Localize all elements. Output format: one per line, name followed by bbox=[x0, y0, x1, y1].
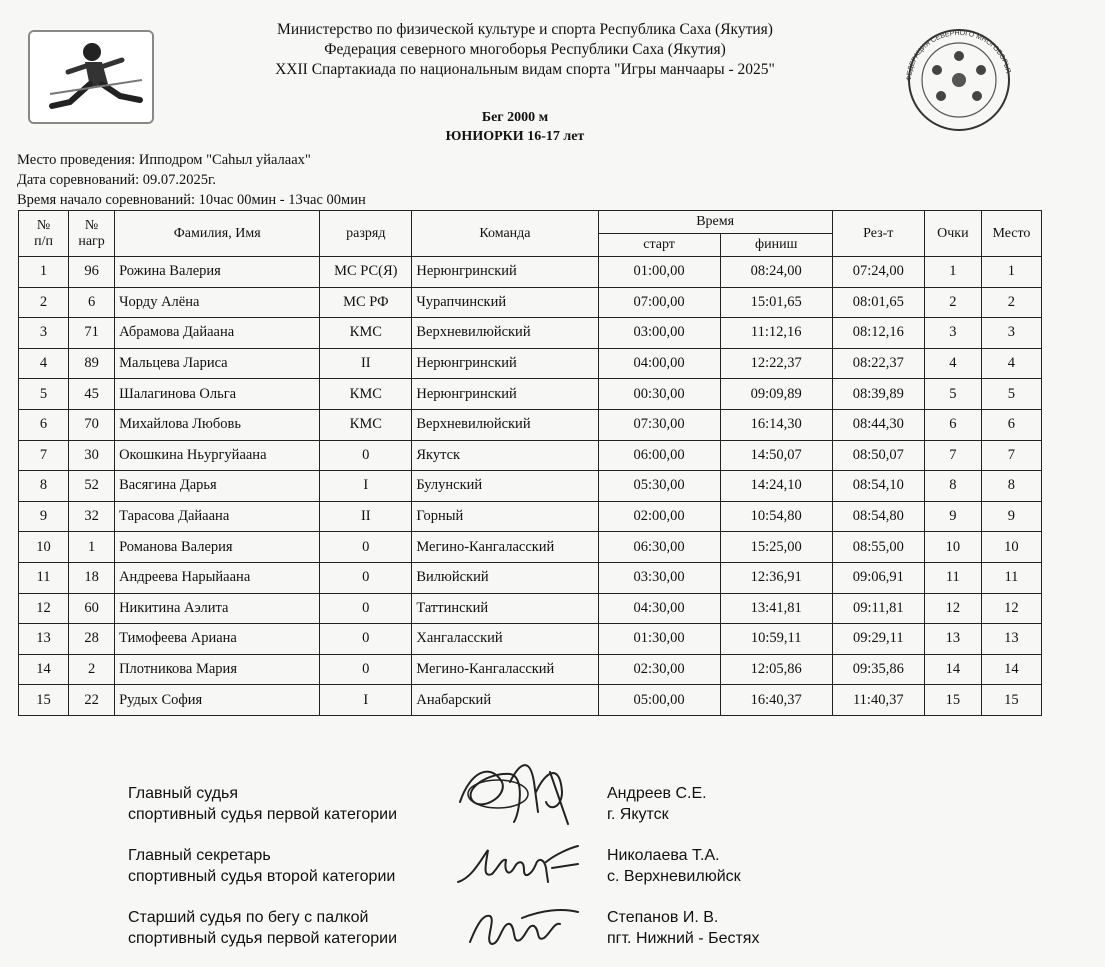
row-result: 09:29,11 bbox=[832, 624, 924, 655]
row-result: 11:40,37 bbox=[832, 685, 924, 716]
svg-text:ФЕДЕРАЦИЯ СЕВЕРНОГО МНОГОБОРЬЯ bbox=[893, 26, 1012, 81]
event-title bbox=[360, 108, 670, 146]
row-rank: 0 bbox=[320, 624, 412, 655]
table-row bbox=[19, 501, 1042, 532]
row-place: 3 bbox=[981, 318, 1041, 349]
signature-chief-judge bbox=[450, 752, 580, 830]
row-team: Хангаласский bbox=[412, 624, 598, 655]
row-place: 13 bbox=[981, 624, 1041, 655]
row-place: 4 bbox=[981, 348, 1041, 379]
row-finish: 14:24,10 bbox=[720, 471, 832, 502]
official-3-name bbox=[607, 907, 759, 949]
venue-text: Место проведения: Ипподром "Саһыл уйалаах" bbox=[17, 152, 311, 168]
row-result: 09:35,86 bbox=[832, 654, 924, 685]
col-finish: финиш bbox=[720, 234, 832, 257]
row-result: 09:11,81 bbox=[832, 593, 924, 624]
row-team: Якутск bbox=[412, 440, 598, 471]
row-team: Таттинский bbox=[412, 593, 598, 624]
row-place: 5 bbox=[981, 379, 1041, 410]
row-team: Нерюнгринский bbox=[412, 379, 598, 410]
row-start: 06:30,00 bbox=[598, 532, 720, 563]
row-name: Рудых София bbox=[115, 685, 320, 716]
row-result: 08:55,00 bbox=[832, 532, 924, 563]
col-rank: разряд bbox=[320, 211, 412, 257]
row-points: 8 bbox=[924, 471, 981, 502]
table-row bbox=[19, 532, 1042, 563]
official-category: спортивный судья первой категории bbox=[128, 806, 398, 823]
official-2 bbox=[128, 845, 395, 887]
athlete-logo bbox=[28, 30, 154, 124]
row-number: 14 bbox=[19, 654, 69, 685]
row-team: Горный bbox=[412, 501, 598, 532]
table-row bbox=[19, 685, 1042, 716]
official-city: с. Верхневилюйск bbox=[607, 868, 741, 885]
federation-seal bbox=[893, 26, 1025, 132]
row-finish: 12:36,91 bbox=[720, 562, 832, 593]
row-number: 1 bbox=[19, 257, 69, 288]
row-result: 08:39,89 bbox=[832, 379, 924, 410]
row-place: 7 bbox=[981, 440, 1041, 471]
row-result: 08:01,65 bbox=[832, 287, 924, 318]
row-start: 04:30,00 bbox=[598, 593, 720, 624]
row-finish: 08:24,00 bbox=[720, 257, 832, 288]
row-rank: II bbox=[320, 348, 412, 379]
col-name: Фамилия, Имя bbox=[115, 211, 320, 257]
row-bib: 30 bbox=[69, 440, 115, 471]
table-row bbox=[19, 318, 1042, 349]
official-category: спортивный судья первой категории bbox=[128, 930, 398, 947]
row-finish: 12:22,37 bbox=[720, 348, 832, 379]
row-points: 9 bbox=[924, 501, 981, 532]
row-start: 04:00,00 bbox=[598, 348, 720, 379]
row-team: Вилюйский bbox=[412, 562, 598, 593]
row-name: Романова Валерия bbox=[115, 532, 320, 563]
table-row bbox=[19, 471, 1042, 502]
row-name: Шалагинова Ольга bbox=[115, 379, 320, 410]
col-points: Очки bbox=[924, 211, 981, 257]
row-result: 09:06,91 bbox=[832, 562, 924, 593]
row-place: 2 bbox=[981, 287, 1041, 318]
row-name: Андреева Нарыйаана bbox=[115, 562, 320, 593]
row-team: Мегино-Кангаласский bbox=[412, 532, 598, 563]
competition-info bbox=[17, 150, 366, 210]
col-bib: № нагр bbox=[69, 211, 115, 257]
table-row bbox=[19, 562, 1042, 593]
official-role: Главный судья bbox=[128, 785, 239, 802]
row-start: 02:00,00 bbox=[598, 501, 720, 532]
row-points: 4 bbox=[924, 348, 981, 379]
table-row bbox=[19, 287, 1042, 318]
row-bib: 32 bbox=[69, 501, 115, 532]
row-start: 00:30,00 bbox=[598, 379, 720, 410]
col-team: Команда bbox=[412, 211, 598, 257]
row-name: Абрамова Дайаана bbox=[115, 318, 320, 349]
row-number: 4 bbox=[19, 348, 69, 379]
row-points: 1 bbox=[924, 257, 981, 288]
ministry-line: Министерство по физической культуре и спорта Республика Саха (Якутия) bbox=[277, 21, 773, 38]
results-table bbox=[18, 210, 1042, 716]
row-rank: 0 bbox=[320, 654, 412, 685]
row-bib: 2 bbox=[69, 654, 115, 685]
row-finish: 12:05,86 bbox=[720, 654, 832, 685]
row-start: 05:00,00 bbox=[598, 685, 720, 716]
row-result: 07:24,00 bbox=[832, 257, 924, 288]
row-result: 08:22,37 bbox=[832, 348, 924, 379]
col-place: Место bbox=[981, 211, 1041, 257]
row-place: 9 bbox=[981, 501, 1041, 532]
row-points: 10 bbox=[924, 532, 981, 563]
row-finish: 14:50,07 bbox=[720, 440, 832, 471]
official-1 bbox=[128, 783, 397, 825]
row-team: Чурапчинский bbox=[412, 287, 598, 318]
official-2-name bbox=[607, 845, 741, 887]
row-place: 12 bbox=[981, 593, 1041, 624]
time-text: Время начало соревнований: 10час 00мин - 13час 00мин bbox=[17, 192, 366, 208]
official-role: Старший судья по бегу с палкой bbox=[128, 909, 369, 926]
row-number: 8 bbox=[19, 471, 69, 502]
row-number: 15 bbox=[19, 685, 69, 716]
row-finish: 10:59,11 bbox=[720, 624, 832, 655]
document-header bbox=[170, 20, 880, 80]
official-3 bbox=[128, 907, 397, 949]
event-name: Бег 2000 м bbox=[481, 110, 549, 125]
row-start: 01:00,00 bbox=[598, 257, 720, 288]
row-start: 01:30,00 bbox=[598, 624, 720, 655]
row-result: 08:50,07 bbox=[832, 440, 924, 471]
row-name: Васягина Дарья bbox=[115, 471, 320, 502]
row-points: 3 bbox=[924, 318, 981, 349]
official-category: спортивный судья второй категории bbox=[128, 868, 396, 885]
row-bib: 28 bbox=[69, 624, 115, 655]
row-place: 14 bbox=[981, 654, 1041, 685]
official-name: Андреев С.Е. bbox=[607, 785, 707, 802]
row-team: Мегино-Кангаласский bbox=[412, 654, 598, 685]
row-name: Мальцева Лариса bbox=[115, 348, 320, 379]
row-start: 03:30,00 bbox=[598, 562, 720, 593]
row-points: 5 bbox=[924, 379, 981, 410]
table-row bbox=[19, 654, 1042, 685]
official-city: г. Якутск bbox=[607, 806, 669, 823]
row-place: 1 bbox=[981, 257, 1041, 288]
row-rank: I bbox=[320, 471, 412, 502]
row-points: 13 bbox=[924, 624, 981, 655]
row-bib: 6 bbox=[69, 287, 115, 318]
row-rank: МС РФ bbox=[320, 287, 412, 318]
row-finish: 13:41,81 bbox=[720, 593, 832, 624]
row-finish: 10:54,80 bbox=[720, 501, 832, 532]
row-number: 12 bbox=[19, 593, 69, 624]
official-role: Главный секретарь bbox=[128, 847, 271, 864]
row-bib: 1 bbox=[69, 532, 115, 563]
row-place: 11 bbox=[981, 562, 1041, 593]
row-finish: 15:01,65 bbox=[720, 287, 832, 318]
row-bib: 22 bbox=[69, 685, 115, 716]
row-rank: 0 bbox=[320, 440, 412, 471]
table-row bbox=[19, 593, 1042, 624]
age-group: ЮНИОРКИ 16-17 лет bbox=[445, 129, 585, 144]
table-row bbox=[19, 624, 1042, 655]
row-rank: 0 bbox=[320, 593, 412, 624]
row-start: 05:30,00 bbox=[598, 471, 720, 502]
row-result: 08:54,80 bbox=[832, 501, 924, 532]
col-time: Время bbox=[598, 211, 832, 234]
row-bib: 45 bbox=[69, 379, 115, 410]
row-start: 02:30,00 bbox=[598, 654, 720, 685]
row-points: 6 bbox=[924, 409, 981, 440]
row-team: Нерюнгринский bbox=[412, 257, 598, 288]
seal-text: ФЕДЕРАЦИЯ СЕВЕРНОГО МНОГОБОРЬЯ · bbox=[905, 29, 1012, 82]
row-place: 6 bbox=[981, 409, 1041, 440]
row-result: 08:12,16 bbox=[832, 318, 924, 349]
row-name: Окошкина Ньургуйаана bbox=[115, 440, 320, 471]
row-rank: КМС bbox=[320, 409, 412, 440]
row-finish: 11:12,16 bbox=[720, 318, 832, 349]
row-finish: 09:09,89 bbox=[720, 379, 832, 410]
row-points: 2 bbox=[924, 287, 981, 318]
official-name: Николаева Т.А. bbox=[607, 847, 720, 864]
row-place: 8 bbox=[981, 471, 1041, 502]
row-bib: 60 bbox=[69, 593, 115, 624]
row-rank: КМС bbox=[320, 379, 412, 410]
row-bib: 96 bbox=[69, 257, 115, 288]
table-row bbox=[19, 409, 1042, 440]
row-number: 2 bbox=[19, 287, 69, 318]
date-text: Дата соревнований: 09.07.2025г. bbox=[17, 172, 216, 188]
row-rank: I bbox=[320, 685, 412, 716]
table-row bbox=[19, 379, 1042, 410]
row-name: Никитина Аэлита bbox=[115, 593, 320, 624]
row-team: Булунский bbox=[412, 471, 598, 502]
row-rank: II bbox=[320, 501, 412, 532]
row-name: Тарасова Дайаана bbox=[115, 501, 320, 532]
row-number: 6 bbox=[19, 409, 69, 440]
row-name: Чорду Алёна bbox=[115, 287, 320, 318]
col-num: № п/п bbox=[19, 211, 69, 257]
row-name: Рожина Валерия bbox=[115, 257, 320, 288]
row-points: 11 bbox=[924, 562, 981, 593]
row-finish: 15:25,00 bbox=[720, 532, 832, 563]
federation-line: Федерация северного многоборья Республики Саха (Якутия) bbox=[324, 41, 726, 58]
row-finish: 16:40,37 bbox=[720, 685, 832, 716]
table-row bbox=[19, 257, 1042, 288]
signature-senior-judge bbox=[462, 902, 584, 954]
row-rank: МС РС(Я) bbox=[320, 257, 412, 288]
row-bib: 52 bbox=[69, 471, 115, 502]
row-rank: 0 bbox=[320, 532, 412, 563]
row-bib: 18 bbox=[69, 562, 115, 593]
row-start: 03:00,00 bbox=[598, 318, 720, 349]
row-bib: 89 bbox=[69, 348, 115, 379]
row-number: 9 bbox=[19, 501, 69, 532]
row-points: 12 bbox=[924, 593, 981, 624]
row-start: 07:00,00 bbox=[598, 287, 720, 318]
row-points: 14 bbox=[924, 654, 981, 685]
row-number: 5 bbox=[19, 379, 69, 410]
row-result: 08:54,10 bbox=[832, 471, 924, 502]
official-1-name bbox=[607, 783, 707, 825]
row-start: 07:30,00 bbox=[598, 409, 720, 440]
row-rank: 0 bbox=[320, 562, 412, 593]
official-name: Степанов И. В. bbox=[607, 909, 719, 926]
row-team: Верхневилюйский bbox=[412, 318, 598, 349]
row-rank: КМС bbox=[320, 318, 412, 349]
header-row bbox=[19, 211, 1042, 234]
row-name: Плотникова Мария bbox=[115, 654, 320, 685]
row-finish: 16:14,30 bbox=[720, 409, 832, 440]
row-number: 10 bbox=[19, 532, 69, 563]
row-name: Тимофеева Ариана bbox=[115, 624, 320, 655]
official-city: пгт. Нижний - Бестях bbox=[607, 930, 760, 947]
row-team: Верхневилюйский bbox=[412, 409, 598, 440]
row-name: Михайлова Любовь bbox=[115, 409, 320, 440]
row-points: 7 bbox=[924, 440, 981, 471]
table-row bbox=[19, 348, 1042, 379]
col-result: Рез-т bbox=[832, 211, 924, 257]
row-result: 08:44,30 bbox=[832, 409, 924, 440]
signature-chief-secretary bbox=[452, 838, 584, 894]
row-team: Нерюнгринский bbox=[412, 348, 598, 379]
row-number: 11 bbox=[19, 562, 69, 593]
row-number: 13 bbox=[19, 624, 69, 655]
row-number: 7 bbox=[19, 440, 69, 471]
row-bib: 70 bbox=[69, 409, 115, 440]
row-start: 06:00,00 bbox=[598, 440, 720, 471]
row-bib: 71 bbox=[69, 318, 115, 349]
row-number: 3 bbox=[19, 318, 69, 349]
spartakiad-line: XXII Спартакиада по национальным видам спорта "Игры манчаары - 2025" bbox=[275, 61, 775, 78]
row-team: Анабарский bbox=[412, 685, 598, 716]
row-place: 10 bbox=[981, 532, 1041, 563]
row-points: 15 bbox=[924, 685, 981, 716]
table-row bbox=[19, 440, 1042, 471]
row-place: 15 bbox=[981, 685, 1041, 716]
col-start: старт bbox=[598, 234, 720, 257]
